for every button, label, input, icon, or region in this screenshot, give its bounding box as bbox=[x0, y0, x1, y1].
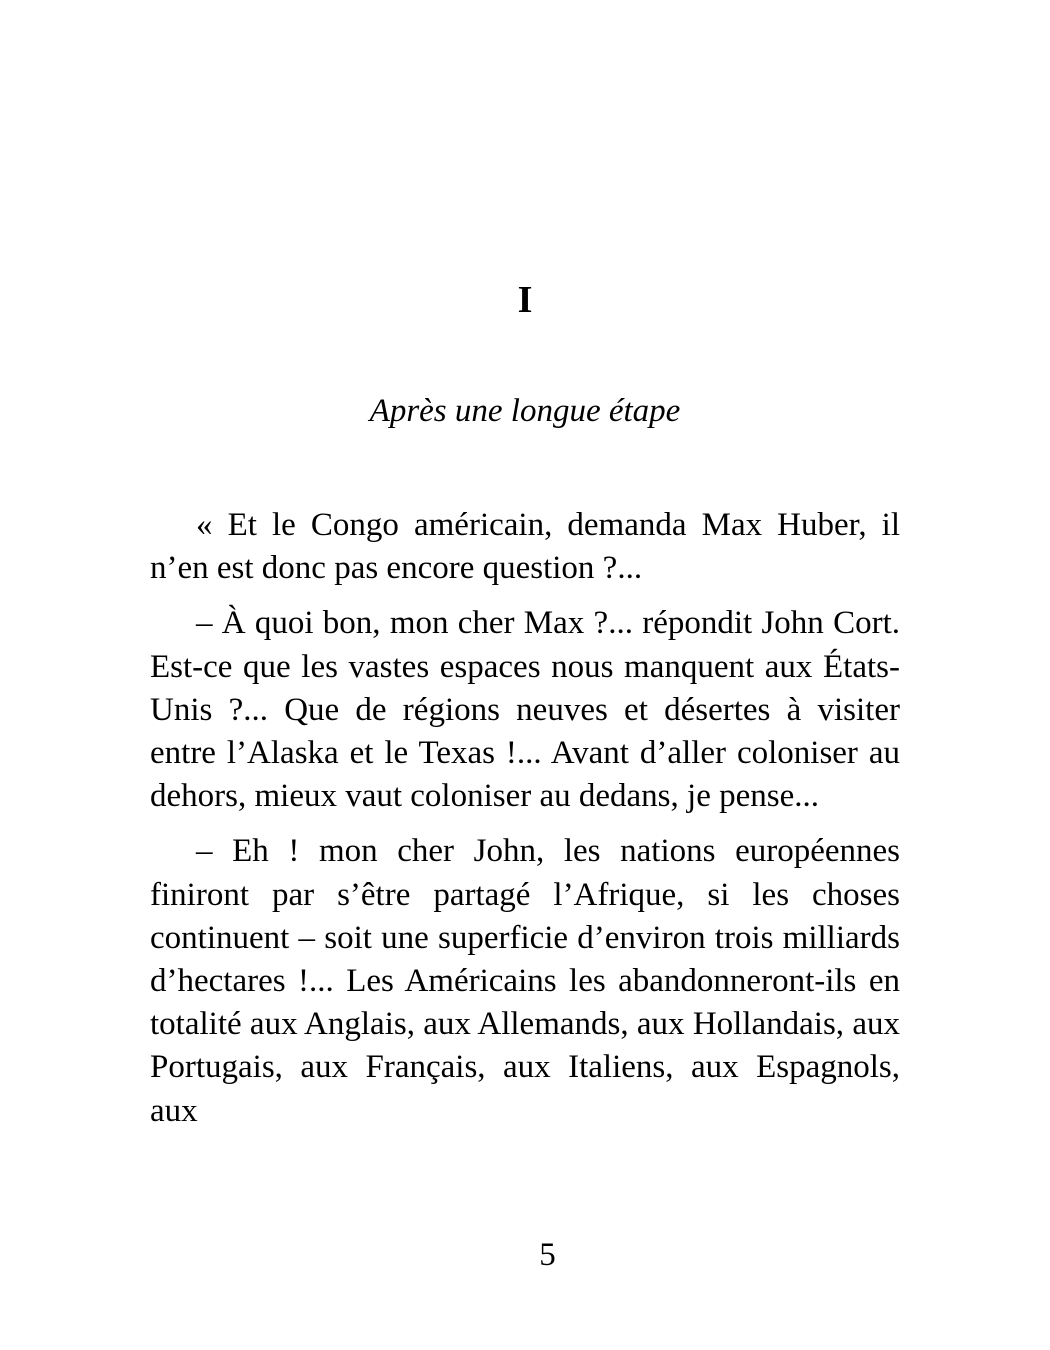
page-number: 5 bbox=[539, 1237, 556, 1273]
paragraph: « Et le Congo américain, demanda Max Huber, il n’en est donc pas encore question ?... bbox=[150, 507, 900, 587]
body-text bbox=[150, 504, 900, 1145]
chapter-number: I bbox=[517, 279, 533, 321]
paragraph: – À quoi bon, mon cher Max ?... répondit John Cort. Est-ce que les vastes espaces nous manquent aux États-Unis ?... Que de régions neuves et désertes à visiter entre l’Alaska et le Texas !... Avant d’aller coloniser au dehors, mieux vaut coloniser au dedans, je pense... bbox=[150, 605, 900, 815]
paragraph: – Eh ! mon cher John, les nations européennes finiront par s’être partagé l’Afrique, si les choses continuent – soit une superficie d’environ trois milliards d’hectares !... Les Américains les abandonneront-ils en totalité aux Anglais, aux Allemands, aux Hollandais, aux Portugais, aux Français, aux Italiens, aux Espagnols, aux bbox=[150, 833, 900, 1129]
chapter-title: Après une longue étape bbox=[369, 393, 681, 429]
